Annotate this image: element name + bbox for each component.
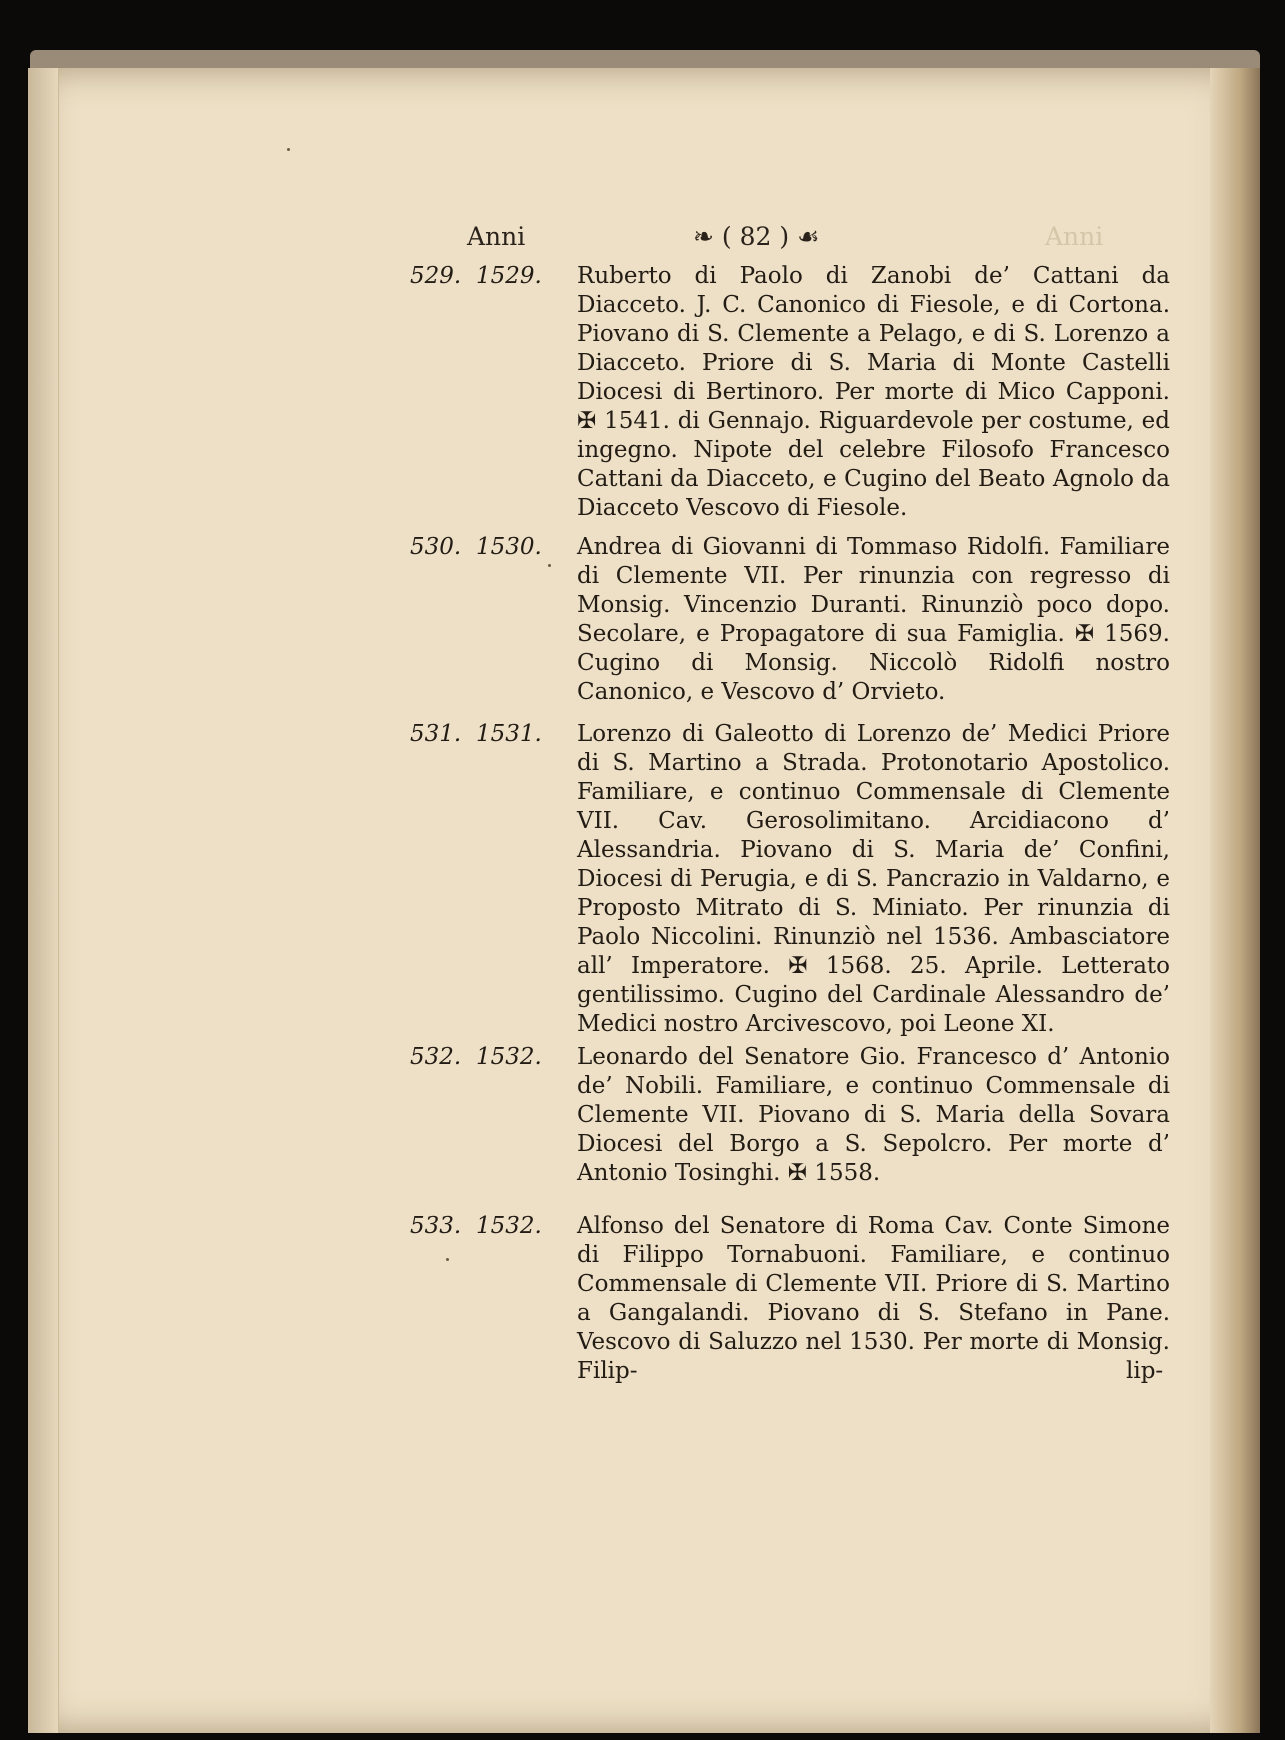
entry-number: 530. (410, 534, 462, 560)
left-ornament-icon: ❧ (693, 222, 714, 251)
entry-text: Lorenzo di Galeotto di Lorenzo de’ Medici Priore di S. Martino a Strada. Protonotario Apostolico. Familiare, e continuo Commensale di Clemente VII. Cav. Gerosolimitano. Arcidiacono d’ Alessandria. Piovano di S. Maria de’ Confini, Diocesi di Perugia, e di S. Pancrazio in Valdarno, e Proposto Mitrato di S. Miniato. Per rinunzia di Paolo Niccolini. Rinunziò nel 1536. Ambasciatore all’ Imperatore. ✠ 1568. 25. Aprile. Letterato gentilissimo. Cugino del Cardinale Alessandro de’ Medici nostro Arcivescovo, poi Leone XI. (577, 721, 1170, 1037)
show-through-anni: Anni (1045, 222, 1104, 251)
page-number-text: ( 82 ) (721, 222, 790, 251)
entry-text: Leonardo del Senatore Gio. Francesco d’ Antonio de’ Nobili. Familiare, e continuo Commensale di Clemente VII. Piovano di S. Maria della Sovara Diocesi del Borgo a S. Sepolcro. Per morte d’ Antonio Tosinghi. ✠ 1558. (577, 1044, 1170, 1186)
running-head (0, 222, 1285, 258)
entry-text: Alfonso del Senatore di Roma Cav. Conte Simone di Filippo Tornabuoni. Familiare, e continuo Commensale di Clemente VII. Priore di S. Martino a Gangalandi. Piovano di S. Stefano in Pane. Vescovo di Saluzzo nel 1530. Per morte di Monsig. Filip- (577, 1213, 1170, 1384)
entry-text: Andrea di Giovanni di Tommaso Ridolfi. Familiare di Clemente VII. Per rinunzia con regresso di Monsig. Vincenzio Duranti. Rinunziò poco dopo. Secolare, e Propagatore di sua Famiglia. ✠ 1569. Cugino di Monsig. Niccolò Ridolfi nostro Canonico, e Vescovo d’ Orvieto. (577, 534, 1170, 705)
entry-number: 529. (410, 263, 462, 289)
catchword: lip- (1126, 1358, 1164, 1384)
paper-speck (548, 564, 551, 567)
paper-speck (446, 1258, 449, 1261)
entry-531 (410, 720, 1170, 1039)
entry-532 (410, 1043, 1170, 1188)
entry-number: 531. (410, 721, 462, 747)
right-ornament-icon: ☙ (797, 222, 820, 251)
entry-text: Ruberto di Paolo di Zanobi de’ Cattani da Diacceto. J. C. Canonico di Fiesole, e di Cortona. Piovano di S. Clemente a Pelago, e di S. Lorenzo a Diacceto. Priore di S. Maria di Monte Castelli Diocesi di Bertinoro. Per morte di Mico Capponi. ✠ 1541. di Gennajo. Riguardevole per costume, ed ingegno. Nipote del celebre Filosofo Francesco Cattani da Diacceto, e Cugino del Beato Agnolo da Diacceto Vescovo di Fiesole. (577, 263, 1170, 521)
entry-year: 1530. (476, 534, 542, 560)
page-fore-edge (1210, 68, 1260, 1733)
entry-529 (410, 262, 1170, 523)
running-head-anni: Anni (467, 222, 526, 251)
entry-year: 1532. (476, 1044, 542, 1070)
entry-year: 1532. (476, 1213, 542, 1239)
page-gutter-edge (28, 68, 59, 1733)
paper-speck (287, 148, 290, 151)
entry-number: 532. (410, 1044, 462, 1070)
entry-year: 1529. (476, 263, 542, 289)
entry-533 (410, 1212, 1170, 1386)
entry-530 (410, 533, 1170, 707)
entry-number: 533. (410, 1213, 462, 1239)
page-number (693, 222, 820, 251)
entry-year: 1531. (476, 721, 542, 747)
